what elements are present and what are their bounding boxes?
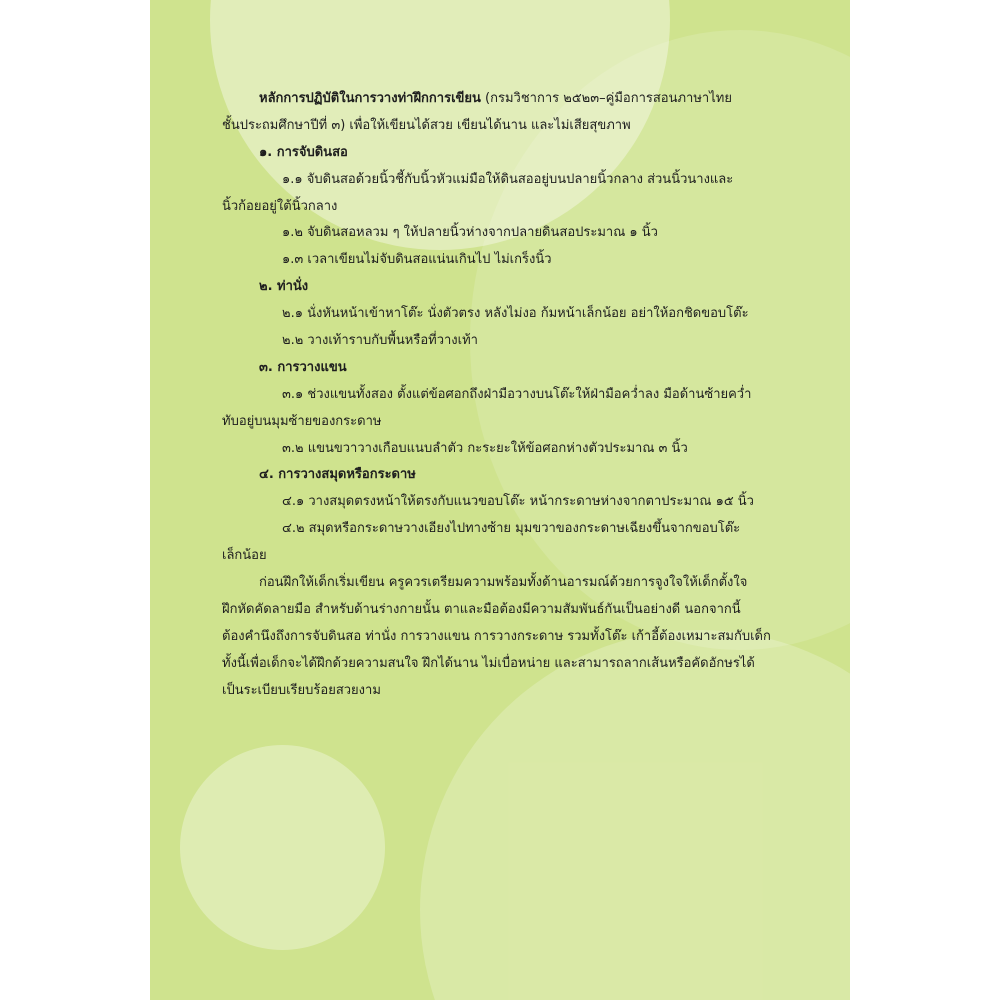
section-4-item-1: ๔.๑ วางสมุดตรงหน้าให้ตรงกับแนวขอบโต๊ะ หน้ากระดาษห่างจากตาประมาณ ๑๕ นิ้ว bbox=[282, 494, 754, 510]
section-2-item-1: ๒.๑ นั่งหันหน้าเข้าหาโต๊ะ นั่งตัวตรง หลังไม่งอ ก้มหน้าเล็กน้อย อย่าให้อกชิดขอบโต๊ะ bbox=[282, 306, 749, 322]
closing-line-2: ฝึกหัดคัดลายมือ สำหรับด้านร่างกายนั้น ตาและมือต้องมีความสัมพันธ์กันเป็นอย่างดี นอกจากนี้ bbox=[222, 601, 741, 617]
section-3-item-1-line-1: ๓.๑ ช่วงแขนทั้งสอง ตั้งแต่ข้อศอกถึงฝ่ามือวางบนโต๊ะให้ฝ่ามือคว่ำลง มือด้านซ้ายคว่ำ bbox=[282, 386, 752, 402]
intro-heading: หลักการปฏิบัติในการวางท่าฝึกการเขียน bbox=[259, 91, 481, 106]
document-page bbox=[150, 0, 850, 1000]
section-3-heading: ๓. การวางแขน bbox=[259, 359, 347, 375]
intro-line-2: ชั้นประถมศึกษาปีที่ ๓) เพื่อให้เขียนได้สวย เขียนได้นาน และไม่เสียสุขภาพ bbox=[222, 117, 631, 133]
section-1-item-3: ๑.๓ เวลาเขียนไม่จับดินสอแน่นเกินไป ไม่เกร็งนิ้ว bbox=[282, 252, 552, 268]
section-1-item-1-line-1: ๑.๑ จับดินสอด้วยนิ้วชี้กับนิ้วหัวแม่มือให้ดินสออยู่บนปลายนิ้วกลาง ส่วนนิ้วนางและ bbox=[282, 171, 734, 187]
intro-rest: (กรมวิชาการ ๒๕๒๓–คู่มือการสอนภาษาไทย bbox=[480, 91, 732, 106]
section-4-heading: ๔. การวางสมุดหรือกระดาษ bbox=[259, 467, 416, 483]
section-3-item-2: ๓.๒ แขนขวาวางเกือบแนบลำตัว กะระยะให้ข้อศอกห่างตัวประมาณ ๓ นิ้ว bbox=[282, 440, 688, 456]
closing-line-1: ก่อนฝึกให้เด็กเริ่มเขียน ครูควรเตรียมความพร้อมทั้งด้านอารมณ์ด้วยการจูงใจให้เด็กตั้งใจ bbox=[259, 575, 748, 591]
closing-line-5: เป็นระเบียบเรียบร้อยสวยงาม bbox=[222, 682, 381, 698]
section-3-item-1-line-2: ทับอยู่บนมุมซ้ายของกระดาษ bbox=[222, 413, 382, 429]
document-body bbox=[222, 86, 782, 704]
intro-line-1 bbox=[222, 86, 782, 113]
section-1-item-1-line-2: นิ้วก้อยอยู่ใต้นิ้วกลาง bbox=[222, 198, 338, 214]
closing-line-4: ทั้งนี้เพื่อเด็กจะได้ฝึกด้วยความสนใจ ฝึกได้นาน ไม่เบื่อหน่าย และสามารถลากเส้นหรือคัดอักษรได้ bbox=[222, 655, 755, 671]
section-4-item-2-line-2: เล็กน้อย bbox=[222, 548, 267, 564]
decorative-circle-bottom-left bbox=[180, 745, 385, 950]
section-2-item-2: ๒.๒ วางเท้าราบกับพื้นหรือที่วางเท้า bbox=[282, 333, 478, 349]
section-4-item-2-line-1: ๔.๒ สมุดหรือกระดาษวางเอียงไปทางซ้าย มุมขวาของกระดาษเฉียงขึ้นจากขอบโต๊ะ bbox=[282, 521, 741, 537]
section-1-heading: ๑. การจับดินสอ bbox=[259, 144, 348, 160]
section-1-item-2: ๑.๒ จับดินสอหลวม ๆ ให้ปลายนิ้วห่างจากปลายดินสอประมาณ ๑ นิ้ว bbox=[282, 225, 658, 241]
section-2-heading: ๒. ท่านั่ง bbox=[259, 279, 309, 295]
closing-line-3: ต้องคำนึงถึงการจับดินสอ ท่านั่ง การวางแขน การวางกระดาษ รวมทั้งโต๊ะ เก้าอี้ต้องเหมาะสมกับเด็ก bbox=[222, 628, 771, 644]
